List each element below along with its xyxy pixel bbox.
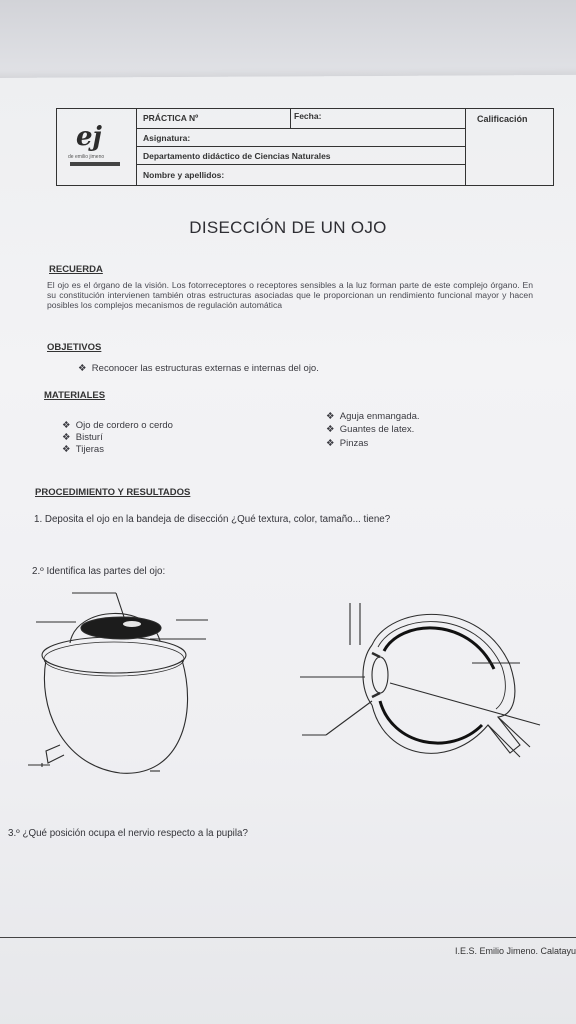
question-1: 1. Deposita el ojo en la bandeja de disección ¿Qué textura, color, tamaño... tiene? [34,514,391,525]
question-2: 2.º Identifica las partes del ojo: [32,566,166,577]
recuerda-text: El ojo es el órgano de la visión. Los fotorreceptores o receptores sensibles a la luz forman parte de este complejo órgano. En su constitución intervienen también otras estructuras asociadas que le proporcionan un rendimiento funcional mayor y hacen posibles los complejos mecanismos de regulación automática [47,280,533,311]
calificacion-label: Calificación [477,114,528,124]
material-item: ❖ Pinzas [326,438,369,449]
header-divider [290,108,291,128]
material-item: ❖ Ojo de cordero o cerdo [62,420,173,431]
material-item: ❖ Bisturí [62,432,103,443]
material-item-text: Pinzas [339,438,369,449]
question-3: 3.º ¿Qué posición ocupa el nervio respecto a la pupila? [8,828,248,839]
footer-school: I.E.S. Emilio Jimeno. Calatayu [454,946,576,956]
materiales-heading: MATERIALES [44,390,106,401]
material-item-text: Guantes de latex. [339,424,415,435]
material-item: ❖ Aguja enmangada. [326,411,420,422]
material-item-text: Ojo de cordero o cerdo [75,420,173,431]
recuerda-heading: RECUERDA [49,264,103,275]
nombre-label: Nombre y apellidos: [143,170,225,180]
procedimiento-heading: PROCEDIMIENTO Y RESULTADOS [35,487,191,498]
material-item: ❖ Guantes de latex. [326,424,415,435]
material-item: ❖ Tijeras [62,444,104,455]
objetivo-item-text: Reconocer las estructuras externas e internas del ojo. [91,363,319,374]
practica-label: PRÁCTICA Nº [143,113,199,123]
material-item-text: Aguja enmangada. [339,411,420,422]
header-divider [136,146,466,147]
material-item-text: Bisturí [75,432,103,443]
material-item-text: Tijeras [75,444,104,455]
fecha-label: Fecha: [294,111,322,121]
school-logo: ej de emilio jimeno [66,122,126,172]
footer-rule [0,937,576,938]
header-divider [136,164,466,165]
asignatura-label: Asignatura: [143,133,191,143]
eye-cross-section-diagram [300,603,540,757]
departamento-label: Departamento didáctico de Ciencias Naturales [143,151,331,161]
external-eye-diagram [28,593,208,773]
objetivos-heading: OBJETIVOS [47,342,102,353]
header-divider [136,128,466,129]
objetivo-item: ❖ Reconocer las estructuras externas e internas del ojo. [78,363,319,374]
eye-diagrams [20,585,560,785]
document-title: DISECCIÓN DE UN OJO [189,218,387,237]
